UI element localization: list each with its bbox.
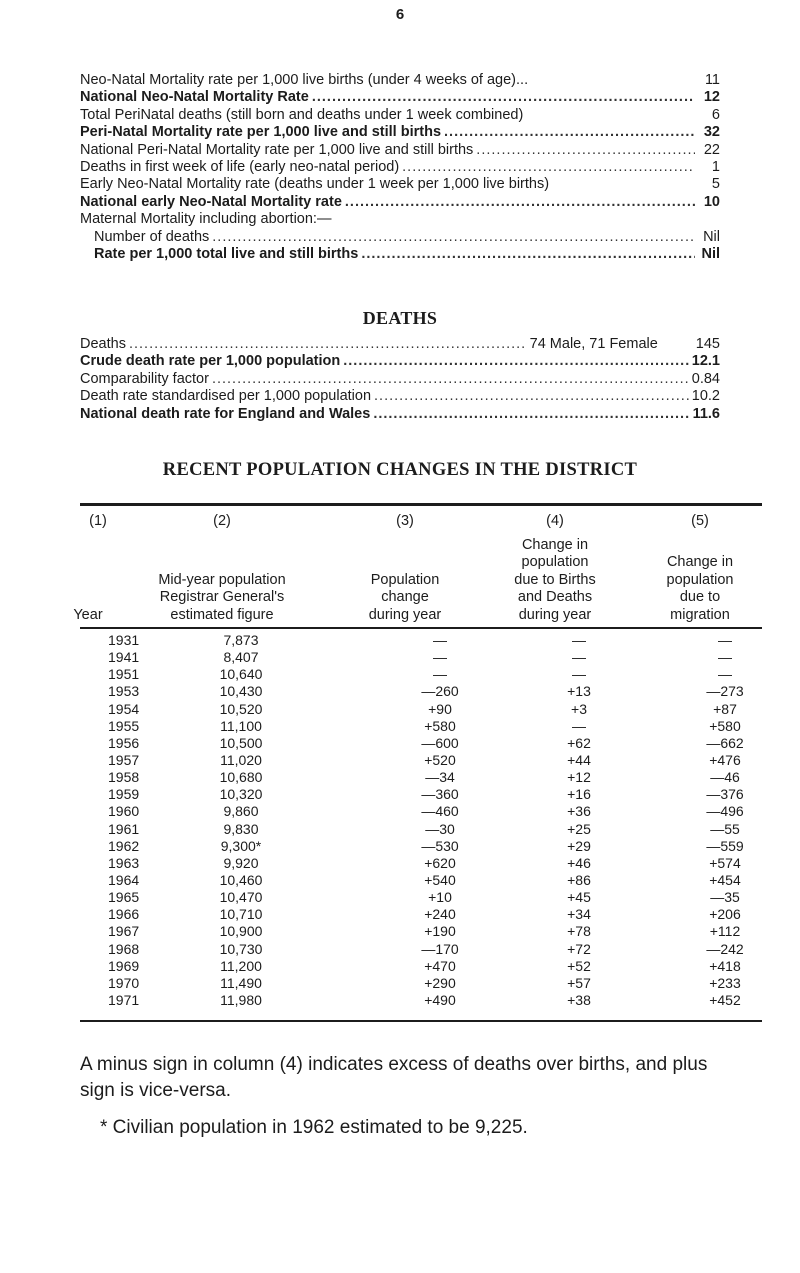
births-deaths-cell: +34 <box>567 906 591 923</box>
population-cell: 10,430 <box>219 683 263 700</box>
column-number: (1) <box>89 513 107 529</box>
population-cell: 9,830 <box>223 820 259 837</box>
table-row <box>80 683 762 700</box>
dot-leader <box>402 159 695 176</box>
population-cell: 10,320 <box>219 786 263 803</box>
deaths-value: 11.6 <box>692 405 720 422</box>
stat-value: Nil <box>701 245 720 262</box>
population-change-cell: — <box>433 632 447 648</box>
deaths-value: 12.1 <box>691 353 720 370</box>
column-header-births-deaths-change <box>490 513 620 624</box>
population-cell: 7,873 <box>223 632 259 648</box>
stat-label: National Neo-Natal Mortality Rate <box>80 89 309 106</box>
year-cell: 1965 <box>108 889 140 906</box>
table-row <box>80 975 762 992</box>
population-change-cell: —360 <box>421 786 459 803</box>
year-cell: 1954 <box>108 700 140 717</box>
deaths-row <box>80 336 720 353</box>
table-row <box>80 906 762 923</box>
stat-row <box>80 72 720 89</box>
stat-value: 5 <box>711 176 720 193</box>
population-change-cell: +580 <box>424 717 456 734</box>
migration-cell: —242 <box>706 940 744 957</box>
stat-row <box>80 142 720 159</box>
births-deaths-cell: +29 <box>567 837 591 854</box>
stat-label: Rate per 1,000 total live and still births <box>94 245 359 262</box>
population-change-cell: +190 <box>424 923 456 940</box>
population-change-cell: +240 <box>424 906 456 923</box>
population-change-cell: +490 <box>424 991 456 1008</box>
table-row <box>80 735 762 752</box>
deaths-breakdown: 74 Male, 71 Female <box>529 336 658 352</box>
migration-cell: +233 <box>709 974 741 991</box>
population-change-cell: +540 <box>424 871 456 888</box>
column-header-year <box>73 513 140 624</box>
stat-value: 1 <box>711 158 720 175</box>
population-cell: 10,500 <box>219 734 263 751</box>
population-cell: 9,920 <box>223 854 259 871</box>
population-cell: 10,680 <box>219 769 263 786</box>
column-number: (5) <box>691 513 709 529</box>
stat-value: 6 <box>711 106 720 123</box>
population-cell: 9,300* <box>220 837 262 854</box>
population-cell: 11,020 <box>220 751 262 768</box>
births-deaths-cell: +52 <box>567 957 591 974</box>
table-row <box>80 649 762 666</box>
table-row <box>80 838 762 855</box>
population-change-cell: —460 <box>421 803 459 820</box>
stat-label: Number of deaths <box>94 228 210 245</box>
population-change-cell: —30 <box>425 820 455 837</box>
table-row <box>80 923 762 940</box>
migration-cell: —46 <box>710 769 740 786</box>
births-deaths-cell: +78 <box>567 923 591 940</box>
population-change-cell: — <box>433 649 447 666</box>
population-cell: 10,900 <box>219 923 263 940</box>
year-cell: 1931 <box>108 632 140 648</box>
migration-cell: —273 <box>706 683 744 700</box>
table-top-rule <box>80 503 762 506</box>
table-row <box>80 718 762 735</box>
deaths-value: 0.84 <box>691 370 720 387</box>
stat-label: Total PeriNatal deaths (still born and deaths under 1 week combined) <box>80 106 524 123</box>
table-row <box>80 855 762 872</box>
deaths-row <box>80 353 720 370</box>
dot-leader <box>212 371 689 388</box>
stat-label: National Peri-Natal Mortality rate per 1,000 live and still births <box>80 141 474 158</box>
stat-row <box>80 124 720 141</box>
year-cell: 1962 <box>108 837 140 854</box>
stat-label: Deaths in first week of life (early neo-natal period) <box>80 158 400 175</box>
population-cell: 10,470 <box>219 889 263 906</box>
migration-cell: —35 <box>710 889 740 906</box>
mortality-stats-list <box>80 72 720 263</box>
population-cell: 10,730 <box>219 940 263 957</box>
migration-cell: +112 <box>709 923 741 940</box>
table-row <box>80 752 762 769</box>
table-row <box>80 803 762 820</box>
population-cell: 10,640 <box>219 666 263 683</box>
stat-row <box>80 194 720 211</box>
table-row <box>80 786 762 803</box>
stat-row <box>80 229 720 246</box>
stat-row <box>80 246 720 263</box>
migration-cell: +454 <box>709 871 741 888</box>
table-row <box>80 958 762 975</box>
table-row <box>80 632 762 649</box>
migration-cell: —662 <box>706 734 744 751</box>
deaths-label: Death rate standardised per 1,000 population <box>80 388 372 405</box>
column-number: (2) <box>213 513 231 529</box>
column-header-mid-year-population <box>138 513 306 624</box>
deaths-heading: DEATHS <box>362 308 438 328</box>
births-deaths-cell: +16 <box>567 786 591 803</box>
migration-cell: +476 <box>709 751 741 768</box>
population-change-cell: —260 <box>421 683 459 700</box>
table-row <box>80 941 762 958</box>
births-deaths-cell: +12 <box>567 769 591 786</box>
births-deaths-cell: +46 <box>567 854 591 871</box>
stat-label: National early Neo-Natal Mortality rate <box>80 193 342 210</box>
year-cell: 1955 <box>108 717 140 734</box>
dot-leader <box>374 388 689 405</box>
dot-leader <box>343 353 689 370</box>
population-change-cell: +620 <box>424 854 456 871</box>
migration-cell: +452 <box>709 991 741 1008</box>
population-change-cell: +470 <box>424 957 456 974</box>
table-row <box>80 992 762 1009</box>
population-change-cell: —34 <box>425 769 455 786</box>
deaths-row <box>80 406 720 423</box>
year-cell: 1966 <box>108 906 140 923</box>
stat-label: Neo-Natal Mortality rate per 1,000 live births (under 4 weeks of age)... <box>80 72 529 88</box>
births-deaths-cell: +25 <box>567 820 591 837</box>
deaths-label: Deaths <box>80 336 126 352</box>
table-row <box>80 872 762 889</box>
dot-leader <box>361 246 695 263</box>
dot-leader <box>373 406 689 423</box>
stat-row <box>80 176 720 193</box>
births-deaths-cell: — <box>572 717 586 734</box>
page-number: 6 <box>395 6 405 23</box>
population-change-cell: +10 <box>428 889 452 906</box>
column-title: Year <box>73 606 103 623</box>
migration-cell: +206 <box>709 906 741 923</box>
deaths-label: National death rate for England and Wales <box>80 405 371 422</box>
migration-cell: —55 <box>710 820 740 837</box>
births-deaths-cell: +62 <box>567 734 591 751</box>
births-deaths-cell: — <box>572 666 586 683</box>
births-deaths-cell: — <box>572 649 586 666</box>
stat-row <box>80 159 720 176</box>
year-cell: 1961 <box>108 820 140 837</box>
table-row <box>80 821 762 838</box>
dot-leader <box>212 229 695 246</box>
column-title: Change in population due to migration <box>666 554 734 623</box>
population-change-cell: —600 <box>421 734 459 751</box>
deaths-stats-list <box>80 336 720 423</box>
column-title: Population change during year <box>368 571 442 623</box>
population-cell: 8,407 <box>223 649 259 666</box>
column-header-population-change <box>340 513 470 624</box>
births-deaths-cell: +86 <box>567 871 591 888</box>
migration-cell: +418 <box>709 957 741 974</box>
table-header-rule <box>80 627 762 629</box>
stat-label: Early Neo-Natal Mortality rate (deaths under 1 week per 1,000 live births) <box>80 176 550 193</box>
deaths-value: 145 <box>695 336 720 352</box>
stat-value: 32 <box>703 124 720 141</box>
population-cell: 10,710 <box>219 906 263 923</box>
population-change-cell: +520 <box>424 751 456 768</box>
stat-label: Maternal Mortality including abortion:— <box>80 211 332 228</box>
migration-cell: — <box>718 632 732 648</box>
migration-cell: +580 <box>709 717 741 734</box>
year-cell: 1967 <box>108 923 140 940</box>
stat-value: 10 <box>703 193 720 210</box>
population-cell: 11,490 <box>220 974 262 991</box>
year-cell: 1964 <box>108 871 140 888</box>
stat-value: 22 <box>703 141 720 158</box>
dot-leader <box>312 89 695 106</box>
births-deaths-cell: +13 <box>567 683 591 700</box>
dot-leader <box>476 142 695 159</box>
column-header-migration-change <box>636 513 764 624</box>
population-cell: 11,980 <box>220 991 262 1008</box>
civilian-population-note: * Civilian population in 1962 estimated to be 9,225. <box>100 1117 528 1138</box>
migration-cell: +87 <box>713 700 737 717</box>
year-cell: 1963 <box>108 854 140 871</box>
population-cell: 9,860 <box>223 803 259 820</box>
column-number: (3) <box>396 513 414 529</box>
deaths-label: Comparability factor <box>80 370 209 387</box>
population-change-cell: —170 <box>421 940 459 957</box>
migration-cell: —376 <box>706 786 744 803</box>
births-deaths-cell: +72 <box>567 940 591 957</box>
population-table-body <box>80 632 762 1009</box>
year-cell: 1957 <box>108 751 140 768</box>
table-bottom-rule <box>80 1020 762 1022</box>
deaths-row <box>80 388 720 405</box>
stat-value: 12 <box>703 89 720 106</box>
year-cell: 1953 <box>108 683 140 700</box>
stat-label: Peri-Natal Mortality rate per 1,000 live and still births <box>80 124 442 141</box>
stat-row <box>80 107 720 124</box>
population-change-cell: —530 <box>421 837 459 854</box>
table-row <box>80 889 762 906</box>
births-deaths-cell: +57 <box>567 974 591 991</box>
population-cell: 10,460 <box>219 871 263 888</box>
year-cell: 1968 <box>108 940 140 957</box>
year-cell: 1960 <box>108 803 140 820</box>
population-cell: 11,200 <box>220 957 262 974</box>
column-title: Mid-year population Registrar General's estimated figure <box>158 571 286 623</box>
population-cell: 11,100 <box>220 717 262 734</box>
table-row <box>80 769 762 786</box>
year-cell: 1941 <box>108 649 140 666</box>
year-cell: 1969 <box>108 957 140 974</box>
stat-row <box>80 211 720 228</box>
births-deaths-cell: +44 <box>567 751 591 768</box>
births-deaths-cell: +3 <box>571 700 587 717</box>
year-cell: 1959 <box>108 786 140 803</box>
births-deaths-cell: +45 <box>567 889 591 906</box>
migration-cell: +574 <box>709 854 741 871</box>
deaths-value: 10.2 <box>691 388 720 405</box>
deaths-row <box>80 371 720 388</box>
deaths-label: Crude death rate per 1,000 population <box>80 353 341 370</box>
migration-cell: — <box>718 666 732 683</box>
year-cell: 1951 <box>108 666 140 683</box>
footnotes <box>80 1052 720 1141</box>
births-deaths-cell: +38 <box>567 991 591 1008</box>
dot-leader <box>345 194 695 211</box>
births-deaths-cell: +36 <box>567 803 591 820</box>
population-change-cell: +90 <box>428 700 452 717</box>
population-change-cell: +290 <box>424 974 456 991</box>
migration-cell: —496 <box>706 803 744 820</box>
population-change-cell: — <box>433 666 447 683</box>
sign-explanation-note: A minus sign in column (4) indicates excess of deaths over births, and plus sign is vice-versa. <box>80 1054 708 1101</box>
year-cell: 1956 <box>108 734 140 751</box>
year-cell: 1970 <box>108 974 140 991</box>
stat-row <box>80 89 720 106</box>
stat-value: 11 <box>704 72 720 88</box>
dot-leader <box>444 124 695 141</box>
year-cell: 1971 <box>108 991 140 1008</box>
column-title: Change in population due to Births and Deaths during year <box>514 536 596 623</box>
migration-cell: —559 <box>706 837 744 854</box>
table-row <box>80 666 762 683</box>
births-deaths-cell: — <box>572 632 586 648</box>
year-cell: 1958 <box>108 769 140 786</box>
stat-value: Nil <box>703 228 720 245</box>
population-cell: 10,520 <box>219 700 263 717</box>
population-changes-heading: RECENT POPULATION CHANGES IN THE DISTRICT <box>162 460 638 480</box>
dot-leader <box>129 336 527 353</box>
column-number: (4) <box>546 513 564 529</box>
migration-cell: — <box>718 649 732 666</box>
table-row <box>80 701 762 718</box>
